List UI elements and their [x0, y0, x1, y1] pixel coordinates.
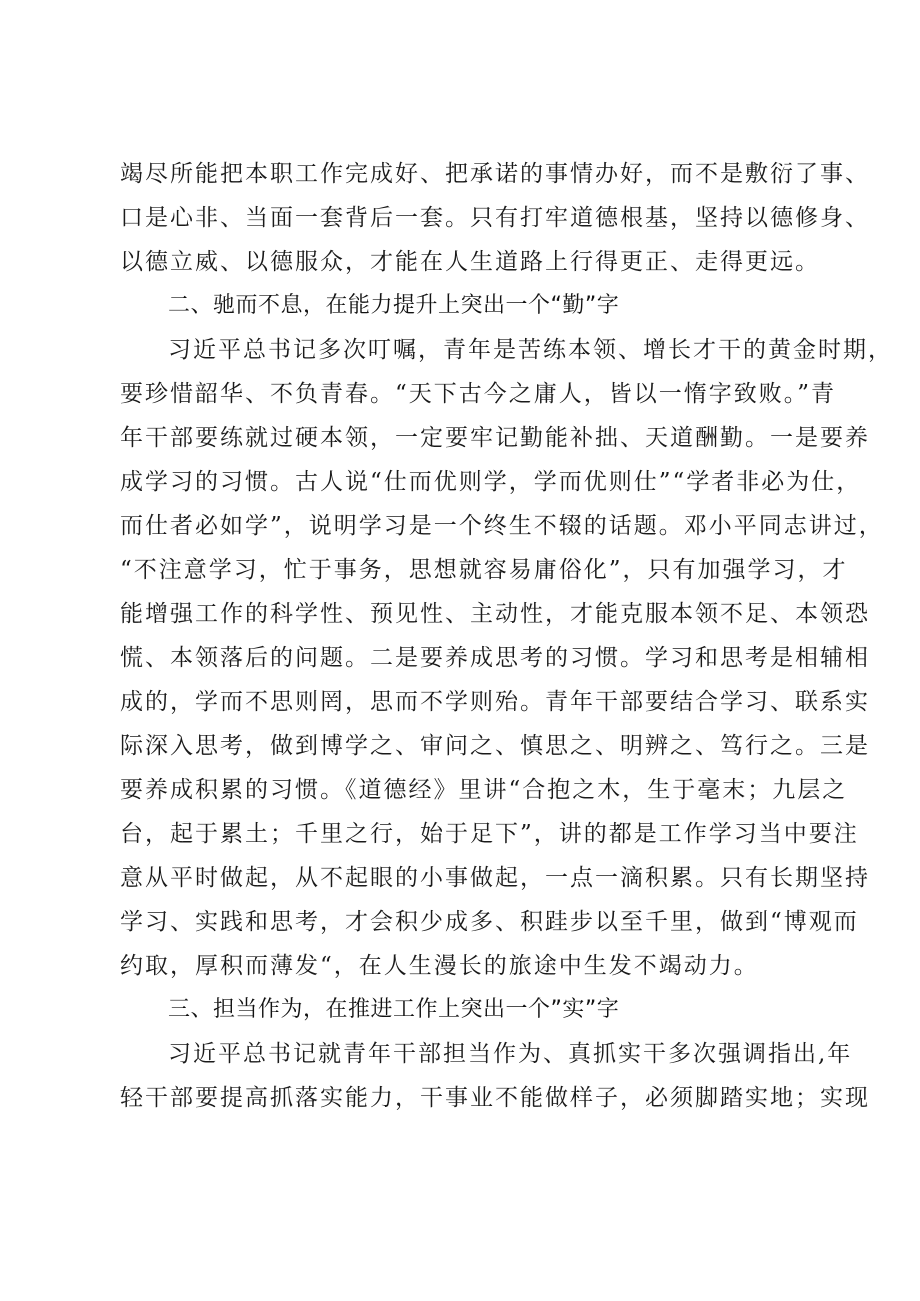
paragraph-line: 台，起于累土；千里之行，始于足下”，讲的都是工作学习当中要注 — [120, 821, 859, 847]
paragraph-line: 轻干部要提高抓落实能力，干事业不能做样子，必须脚踏实地；实现 — [120, 1085, 870, 1111]
paragraph-3 — [120, 1032, 870, 1120]
paragraph-line: 成的，学而不思则罔，思而不学则殆。青年干部要结合学习、联系实 — [120, 689, 870, 715]
paragraph-1 — [120, 152, 870, 284]
paragraph-line: 以德立威、以德服众，才能在人生道路上行得更正、走得更远。 — [120, 249, 820, 275]
paragraph-line: 习近平总书记多次叮嘱，青年是苦练本领、增长才干的黄金时期， — [168, 337, 893, 363]
paragraph-line: “不注意学习，忙于事务，思想就容易庸俗化”，只有加强学习，才 — [120, 557, 848, 583]
section-heading-2: 二、驰而不息，在能力提升上突出一个“勤”字 — [168, 293, 620, 318]
paragraph-line: 意从平时做起，从不起眼的小事做起，一点一滴积累。只有长期坚持 — [120, 865, 870, 891]
paragraph-line: 约取，厚积而薄发“，在人生漫长的旅途中生发不竭动力。 — [120, 953, 759, 979]
paragraph-line: 要珍惜韶华、不负青春。“天下古今之庸人，皆以一惰字致败。”青 — [120, 381, 837, 407]
paragraph-line: 慌、本领落后的问题。二是要养成思考的习惯。学习和思考是相辅相 — [120, 645, 870, 671]
paragraph-line: 年干部要练就过硬本领，一定要牢记勤能补拙、天道酬勤。一是要养 — [120, 425, 870, 451]
section-heading-3: 三、担当作为，在推进工作上突出一个”实”字 — [168, 997, 620, 1022]
paragraph-line: 成学习的习惯。古人说“仕而优则学，学而优则仕”“学者非必为仕， — [120, 469, 862, 495]
paragraph-2 — [120, 328, 893, 988]
paragraph-line: 能增强工作的科学性、预见性、主动性，才能克服本领不足、本领恐 — [120, 601, 870, 627]
paragraph-line: 口是心非、当面一套背后一套。只有打牢道德根基，坚持以德修身、 — [120, 205, 870, 231]
document-body — [120, 152, 893, 1120]
paragraph-line: 竭尽所能把本职工作完成好、把承诺的事情办好，而不是敷衍了事、 — [120, 161, 870, 187]
paragraph-line: 学习、实践和思考，才会积少成多、积跬步以至千里，做到“博观而 — [120, 909, 859, 935]
paragraph-line: 际深入思考，做到博学之、审问之、慎思之、明辨之、笃行之。三是 — [120, 733, 870, 759]
paragraph-line: 习近平总书记就青年干部担当作为、真抓实干多次强调指出,年 — [168, 1041, 853, 1067]
paragraph-line: 而仕者必如学”，说明学习是一个终生不辍的话题。邓小平同志讲过， — [120, 513, 884, 539]
paragraph-line: 要养成积累的习惯。《道德经》里讲“合抱之木，生于毫末；九层之 — [120, 777, 848, 803]
